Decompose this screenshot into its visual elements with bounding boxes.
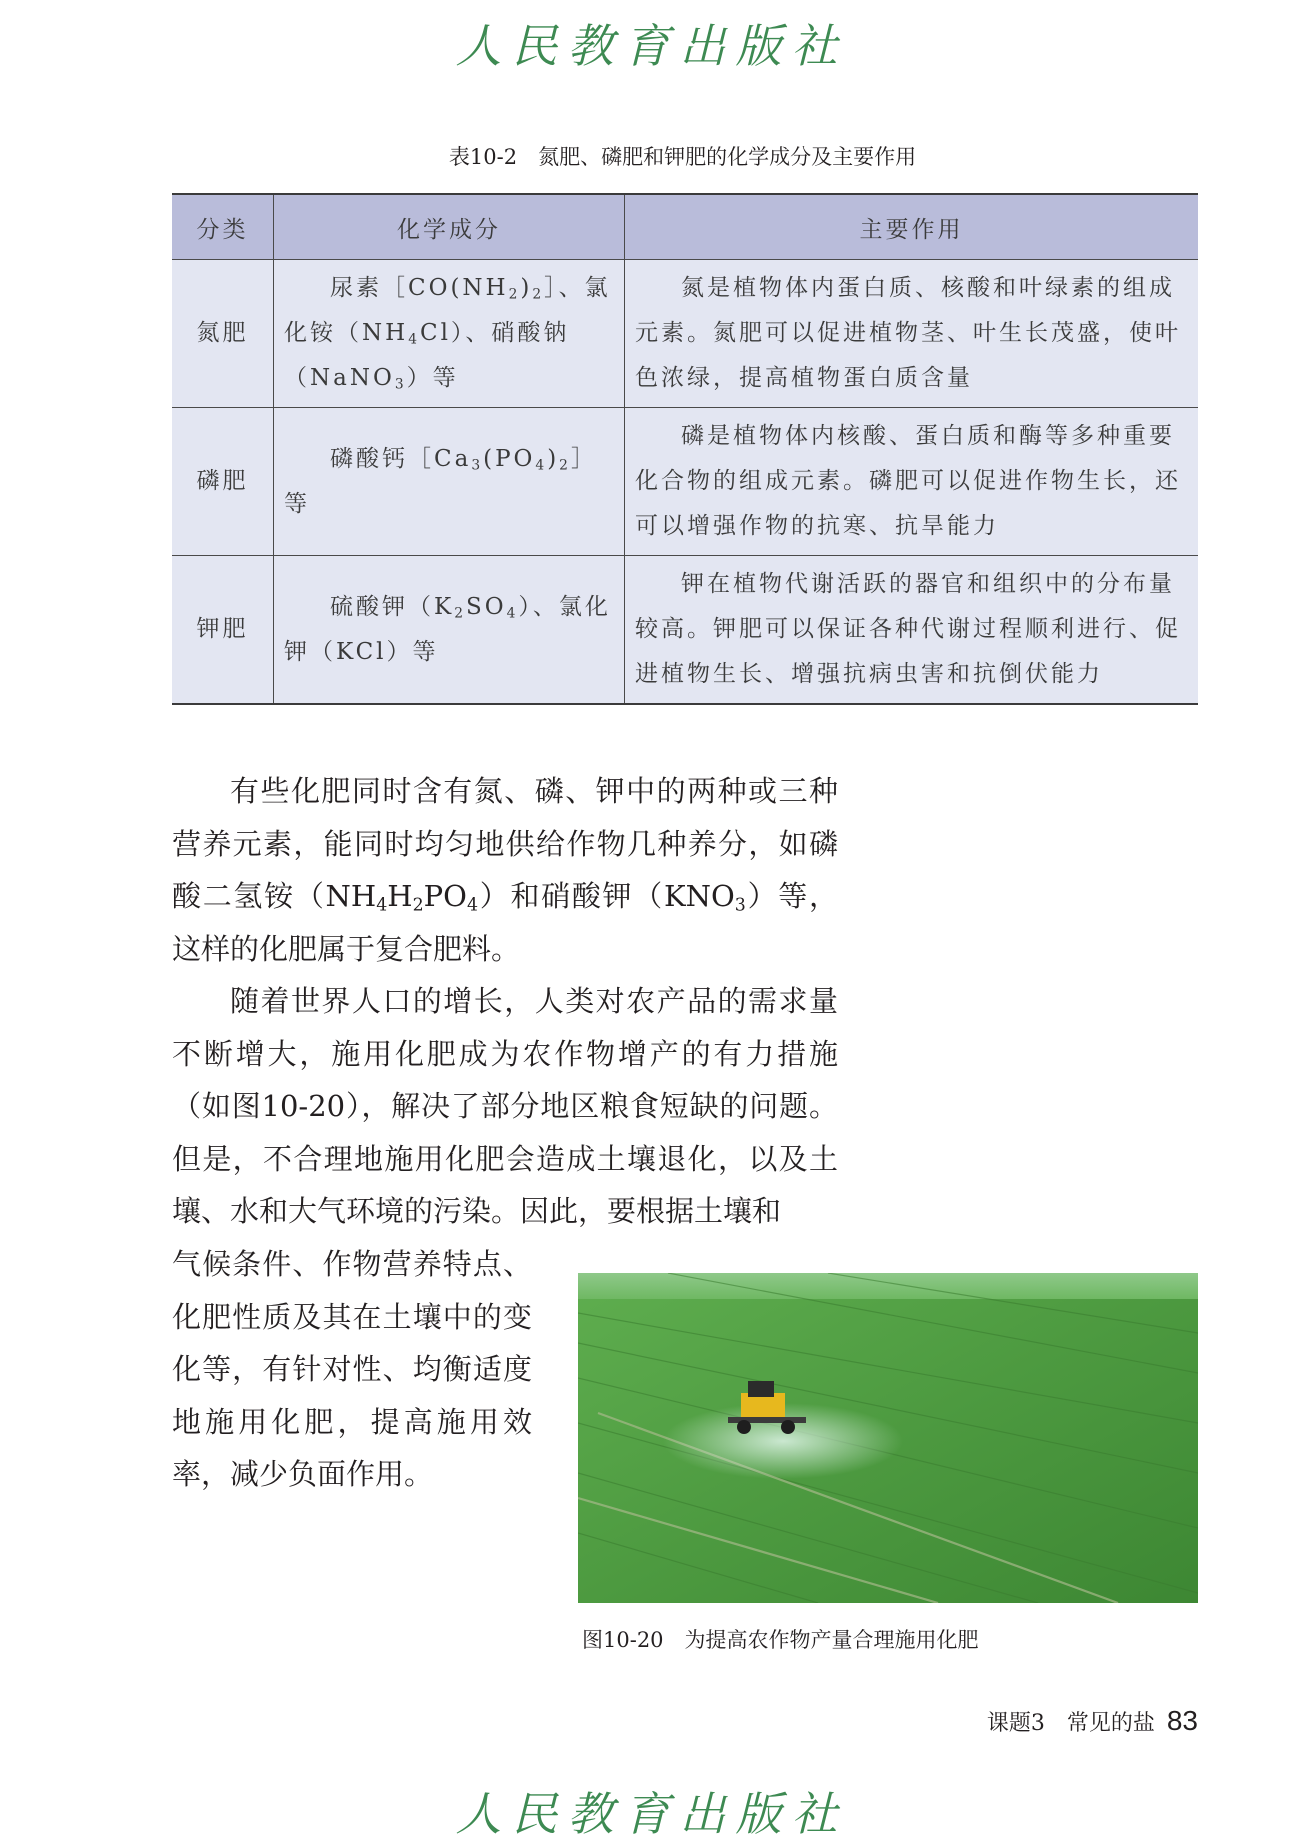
publisher-watermark-bottom: 人民教育出版社 <box>455 1787 848 1841</box>
body-paragraph-compound-fertilizer <box>172 765 838 975</box>
header-function: 主要作用 <box>625 194 1199 260</box>
body-paragraph-fertilizer-use <box>172 975 838 1238</box>
row-composition: 硫酸钾$(K_2SO_4)$、氯化钾（KCl）等 <box>274 556 625 705</box>
row-function: 钾在植物代谢活跃的器官和组织中的分布量较高。钾肥可以保证各种代谢过程顺利进行、促进植物生长、增强抗病虫害和抗倒伏能力 <box>625 556 1199 705</box>
page-footer <box>987 1705 1198 1737</box>
field-spraying-photo <box>578 1273 1198 1603</box>
table-caption: 表10-2 氮肥、磷肥和钾肥的化学成分及主要作用 <box>448 145 917 169</box>
row-category: 钾肥 <box>172 556 274 705</box>
table-row <box>172 556 1198 705</box>
figure-caption: 图10-20 为提高农作物产量合理施用化肥 <box>582 1628 979 1652</box>
paragraph-text: 随着世界人口的增长，人类对农产品的需求量不断增大，施用化肥成为农作物增产的有力措施（如图10-20），解决了部分地区粮食短缺的问题。但是，不合理地施用化肥会造成土壤退化，以及土壤、水和大气环境的污染。因此，要根据土壤和 <box>172 984 838 1228</box>
paragraph-text: 有些化肥同时含有氮、磷、钾中的两种或三种营养元素，能同时均匀地供给作物几种养分，如磷酸二氢铵$(NH_4H_2PO_4)$和硝酸钾$(KNO_3)$等，这样的化肥属于复合肥料。 <box>172 774 838 966</box>
page-number: 83 <box>1166 1705 1198 1736</box>
publisher-watermark-top: 人民教育出版社 <box>455 19 848 73</box>
header-composition: 化学成分 <box>274 194 625 260</box>
body-paragraph-fertilizer-use-continued: 气候条件、作物营养特点、化肥性质及其在土壤中的变化等，有针对性、均衡适度地施用化肥，提高施用效率，减少负面作用。 <box>172 1247 532 1491</box>
table-row <box>172 260 1198 408</box>
fertilizer-table <box>172 193 1198 705</box>
row-category: 氮肥 <box>172 260 274 408</box>
row-function: 磷是植物体内核酸、蛋白质和酶等多种重要化合物的组成元素。磷肥可以促进作物生长，还可以增强作物的抗寒、抗旱能力 <box>625 408 1199 556</box>
row-function: 氮是植物体内蛋白质、核酸和叶绿素的组成元素。氮肥可以促进植物茎、叶生长茂盛，使叶色浓绿，提高植物蛋白质含量 <box>625 260 1199 408</box>
header-category: 分类 <box>172 194 274 260</box>
section-title: 课题3 常见的盐 <box>986 1711 1155 1736</box>
table-header-row <box>172 194 1198 260</box>
table-row <box>172 408 1198 556</box>
row-composition: 磷酸钙$[Ca_3(PO_4)_2]$等 <box>274 408 625 556</box>
row-category: 磷肥 <box>172 408 274 556</box>
row-composition: 尿素$[CO(NH_2)_2]$、氯化铵$(NH_4Cl)$、硝酸钠（NaNO$_3$）等 <box>274 260 625 408</box>
